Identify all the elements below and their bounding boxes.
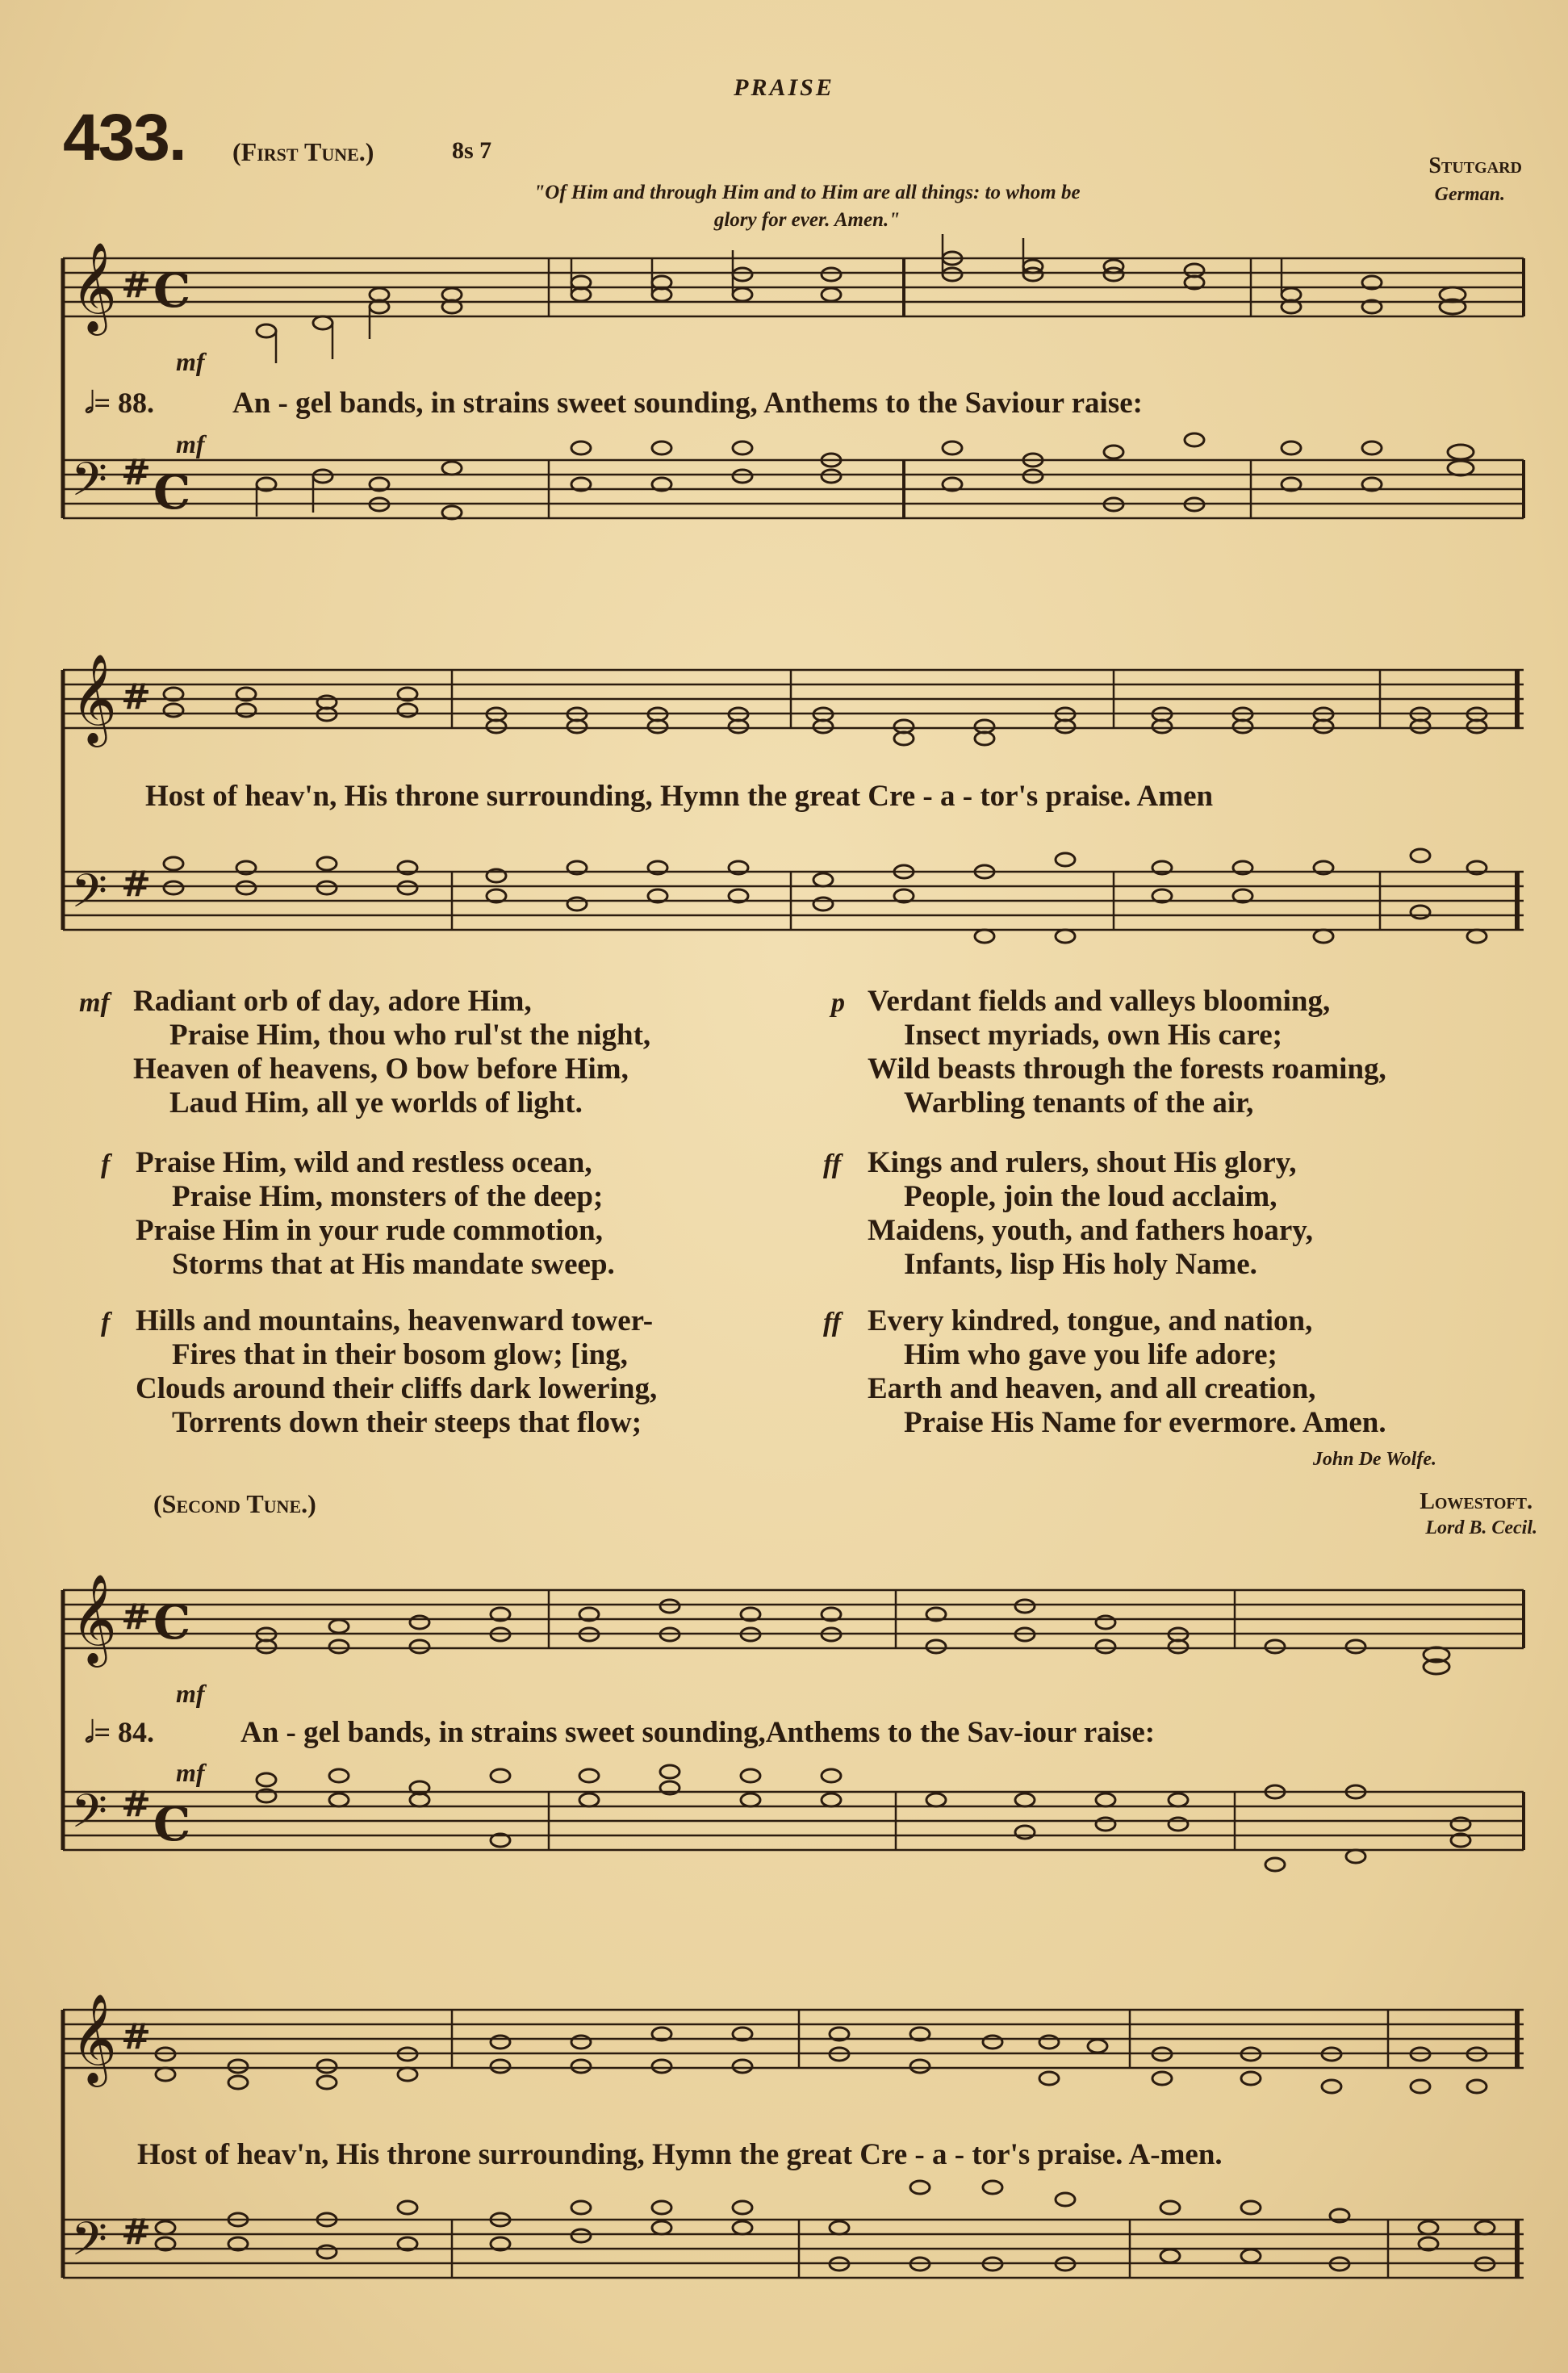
verse-5-line-4: Infants, lisp His holy Name.: [904, 1248, 1257, 1281]
common-time-icon: C: [153, 1595, 191, 1650]
verse-6-dynamic: ff: [823, 1308, 842, 1337]
verse-4-line-3: Wild beasts through the forests roaming,: [868, 1053, 1386, 1086]
bass-clef-icon: 𝄢: [71, 1784, 108, 1850]
svg-text:#: #: [121, 864, 151, 905]
verse-2-dynamic: f: [101, 1149, 111, 1179]
verse-3-line-3: Clouds around their cliffs dark lowering,: [136, 1372, 658, 1405]
svg-text:#: #: [121, 1597, 151, 1638]
first-tune-lyrics-line-1: An - gel bands, in strains sweet sounding, Anthems to the Saviour raise:: [232, 387, 1143, 420]
verse-3-line-2: Fires that in their bosom glow; [ing,: [172, 1338, 628, 1371]
verse-3-dynamic: f: [101, 1308, 111, 1337]
note-heads: [164, 688, 1486, 943]
half-note-icon: 𝅗𝅥: [85, 1716, 94, 1748]
first-tune-bass-dynamic: mf: [176, 429, 205, 458]
epigraph-line-1: "Of Him and through Him and to Him are all things: to whom be: [533, 182, 1081, 203]
second-tune-lyrics-line-2: Host of heav'n, His throne surrounding, Hymn the great Cre - a - tor's praise. A-men.: [137, 2138, 1223, 2171]
first-tune-dynamic: mf: [176, 347, 205, 376]
hymn-number: 433.: [63, 101, 186, 174]
second-tune-label: (Second Tune.): [153, 1489, 316, 1518]
verse-4-line-1: Verdant fields and valleys blooming,: [868, 985, 1331, 1018]
second-tune-lyrics-line-1: An - gel bands, in strains sweet sounding,Anthems to the Sav-iour raise:: [240, 1716, 1156, 1749]
verse-1-line-1: Radiant orb of day, adore Him,: [133, 985, 532, 1018]
verse-2: [136, 1146, 615, 1282]
second-tune-tempo: 𝅗𝅥= 84.: [85, 1716, 154, 1748]
svg-text:#: #: [121, 2212, 151, 2253]
svg-text:#: #: [121, 265, 151, 306]
verse-1: [133, 985, 650, 1120]
verse-2-line-1: Praise Him, wild and restless ocean,: [136, 1146, 592, 1179]
verse-3-line-4: Torrents down their steeps that flow;: [172, 1406, 642, 1439]
first-tune-system-2: [0, 646, 1568, 985]
page-header: PRAISE: [734, 74, 834, 101]
first-tune-name: Stutgard: [1428, 153, 1522, 178]
common-time-icon: C: [153, 1797, 191, 1852]
verse-5-line-2: People, join the loud acclaim,: [904, 1180, 1277, 1213]
verse-5-line-1: Kings and rulers, shout His glory,: [868, 1146, 1297, 1179]
verse-4: [868, 985, 1386, 1120]
verse-5-dynamic: ff: [823, 1149, 842, 1179]
first-tune-label: (First Tune.): [232, 137, 374, 166]
treble-clef-icon: 𝄞: [71, 653, 117, 743]
svg-text:#: #: [121, 2016, 151, 2057]
epigraph-line-2: glory for ever. Amen.": [713, 209, 901, 231]
second-tune-dynamic: mf: [176, 1679, 205, 1708]
first-tune-meter: 8s 7: [452, 137, 492, 164]
verse-5-line-3: Maidens, youth, and fathers hoary,: [868, 1214, 1313, 1247]
second-tune-bass-dynamic: mf: [176, 1758, 205, 1787]
verse-2-line-3: Praise Him in your rude commotion,: [136, 1214, 603, 1247]
svg-text:#: #: [121, 676, 151, 718]
common-time-icon: C: [153, 263, 191, 318]
verse-2-line-4: Storms that at His mandate sweep.: [172, 1248, 615, 1281]
verse-4-line-2: Insect myriads, own His care;: [904, 1019, 1282, 1052]
second-tune-name: Lowestoft.: [1420, 1489, 1532, 1514]
first-tune-tempo: 𝅗𝅥= 88.: [85, 387, 154, 419]
bass-clef-icon: 𝄢: [71, 864, 108, 930]
verse-6: [868, 1304, 1386, 1440]
verse-1-line-4: Laud Him, all ye worlds of light.: [169, 1086, 583, 1120]
verse-6-line-2: Him who gave you life adore;: [904, 1338, 1277, 1371]
bass-clef-icon: 𝄢: [71, 2212, 108, 2278]
half-note-icon: 𝅗𝅥: [85, 387, 94, 419]
verse-1-dynamic: mf: [79, 988, 110, 1018]
verse-1-line-3: Heaven of heavens, O bow before Him,: [133, 1053, 629, 1086]
verse-6-line-4: Praise His Name for evermore. Amen.: [904, 1406, 1386, 1439]
verse-5: [868, 1146, 1313, 1282]
verse-4-dynamic: p: [831, 988, 845, 1018]
verse-6-line-3: Earth and heaven, and all creation,: [868, 1372, 1316, 1405]
verse-3-line-1: Hills and mountains, heavenward tower-: [136, 1304, 654, 1337]
verse-1-line-2: Praise Him, thou who rul'st the night,: [169, 1019, 651, 1052]
verse-2-line-2: Praise Him, monsters of the deep;: [172, 1180, 604, 1213]
treble-clef-icon: 𝄞: [71, 1993, 117, 2083]
common-time-icon: C: [153, 465, 191, 520]
verse-6-line-1: Every kindred, tongue, and nation,: [868, 1304, 1313, 1337]
second-tune-composer: Lord B. Cecil.: [1425, 1517, 1537, 1538]
bass-clef-icon: 𝄢: [71, 452, 108, 518]
svg-text:#: #: [121, 1784, 151, 1825]
treble-clef-icon: 𝄞: [71, 241, 117, 332]
first-tune-lyrics-line-2: Host of heav'n, His throne surrounding, Hymn the great Cre - a - tor's praise. Amen: [145, 780, 1214, 813]
treble-clef-icon: 𝄞: [71, 1573, 117, 1664]
hymn-author: John De Wolfe.: [1312, 1449, 1436, 1470]
svg-text:#: #: [121, 452, 151, 493]
first-tune-origin: German.: [1434, 184, 1505, 205]
verse-4-line-4: Warbling tenants of the air,: [904, 1086, 1254, 1120]
verse-3: [136, 1304, 657, 1440]
